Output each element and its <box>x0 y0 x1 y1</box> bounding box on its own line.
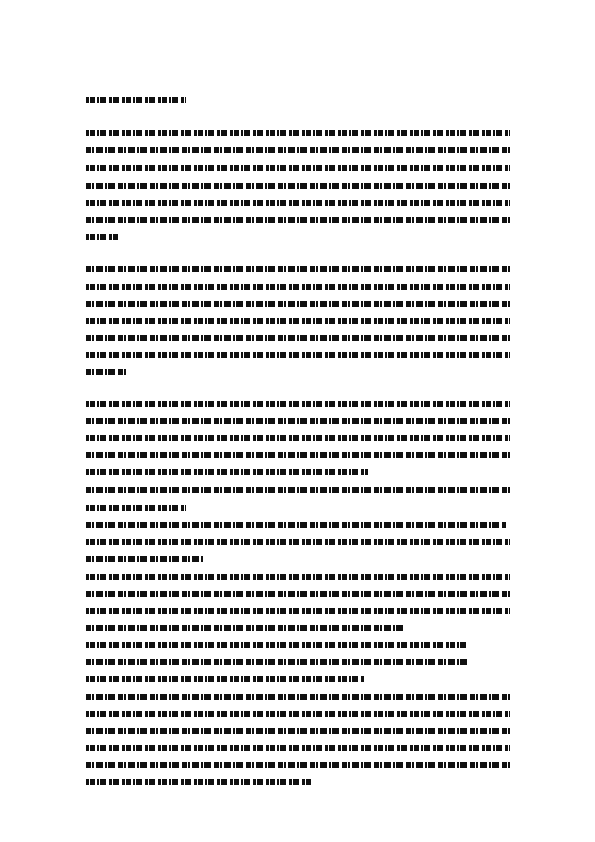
paragraph-8-line-4 <box>86 745 510 751</box>
paragraph-6-line-2 <box>86 591 510 597</box>
document-heading <box>86 97 186 103</box>
paragraph-6-line-1 <box>86 574 510 580</box>
paragraph-5-line-3 <box>86 556 203 562</box>
paragraph-2-line-4 <box>86 318 510 324</box>
paragraph-8-line-6 <box>86 779 312 785</box>
paragraph-7-line-2 <box>86 659 470 665</box>
paragraph-7-line-3 <box>86 676 364 682</box>
paragraph-3-line-3 <box>86 435 510 441</box>
paragraph-2-line-7 <box>86 369 126 375</box>
paragraph-2-line-5 <box>86 335 510 341</box>
paragraph-2-line-3 <box>86 301 510 307</box>
paragraph-1-line-5 <box>86 200 510 206</box>
paragraph-2-line-2 <box>86 284 510 290</box>
paragraph-3-line-2 <box>86 418 510 424</box>
paragraph-1-line-4 <box>86 183 510 189</box>
paragraph-1-line-2 <box>86 147 510 153</box>
paragraph-6-line-3 <box>86 608 510 614</box>
paragraph-3-line-1 <box>86 401 510 407</box>
paragraph-8-line-1 <box>86 694 510 700</box>
paragraph-8-line-3 <box>86 728 510 734</box>
paragraph-1-line-1 <box>86 130 510 136</box>
paragraph-7-line-1 <box>86 642 468 648</box>
paragraph-8-line-2 <box>86 711 510 717</box>
paragraph-2-line-1 <box>86 266 510 272</box>
paragraph-1-line-7 <box>86 234 118 240</box>
paragraph-1-line-6 <box>86 217 510 223</box>
paragraph-4-line-2 <box>86 505 186 511</box>
paragraph-5-line-1 <box>86 522 506 528</box>
paragraph-2-line-6 <box>86 352 510 358</box>
paragraph-4-line-1 <box>86 487 510 493</box>
paragraph-1-line-3 <box>86 165 510 171</box>
paragraph-3-line-5 <box>86 469 368 475</box>
paragraph-6-line-4 <box>86 625 403 631</box>
paragraph-5-line-2 <box>86 539 510 545</box>
paragraph-8-line-5 <box>86 762 510 768</box>
paragraph-3-line-4 <box>86 452 510 458</box>
